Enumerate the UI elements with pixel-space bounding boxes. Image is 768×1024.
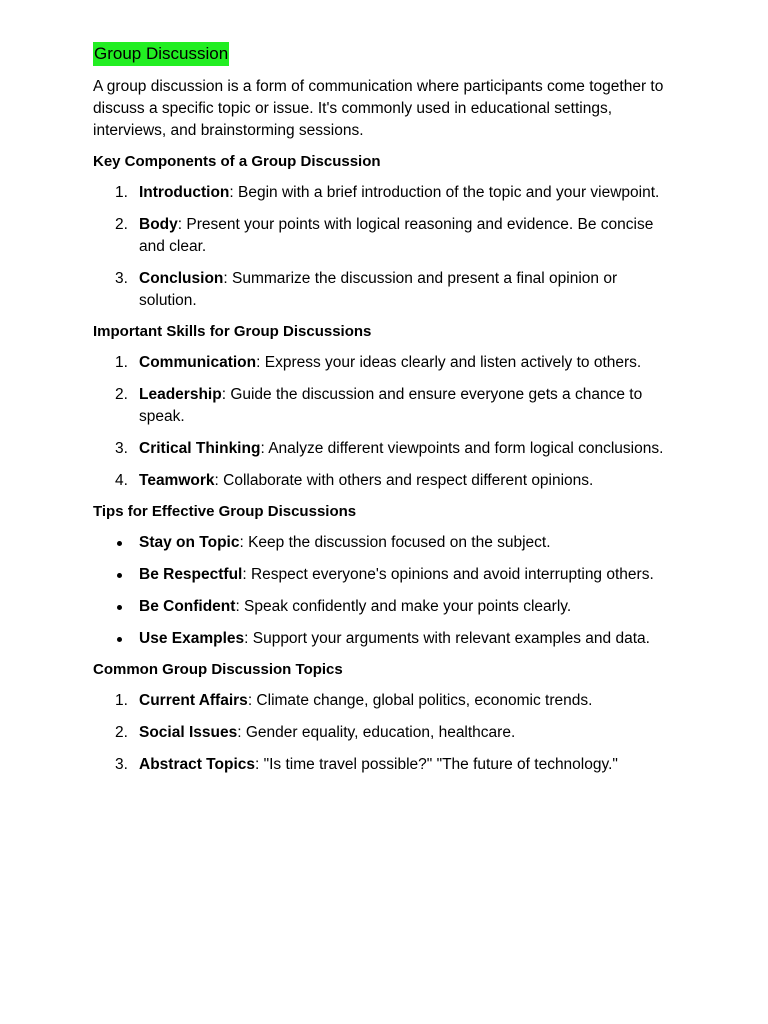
item-description: : Respect everyone's opinions and avoid interrupting others.	[242, 566, 654, 583]
list-item	[93, 754, 668, 776]
list-number: 2.	[115, 386, 128, 403]
list-item	[93, 596, 668, 618]
document-sections	[93, 152, 668, 776]
list-item	[93, 384, 668, 428]
section-heading: Common Group Discussion Topics	[93, 661, 343, 678]
item-term: Stay on Topic	[139, 534, 240, 551]
list-item	[93, 564, 668, 586]
section-heading: Important Skills for Group Discussions	[93, 323, 372, 340]
section-heading: Key Components of a Group Discussion	[93, 153, 381, 170]
list-number: 2.	[115, 216, 128, 233]
bullet-list	[93, 532, 668, 650]
item-description: : Guide the discussion and ensure everyone gets a chance to speak.	[139, 386, 643, 425]
list-number: 1.	[115, 354, 128, 371]
list-number: 3.	[115, 440, 128, 457]
list-number: 1.	[115, 692, 128, 709]
item-description: : Support your arguments with relevant examples and data.	[244, 630, 650, 647]
item-term: Teamwork	[139, 472, 215, 489]
list-number: 3.	[115, 756, 128, 773]
list-item	[93, 722, 668, 744]
item-description: : Analyze different viewpoints and form logical conclusions.	[260, 440, 664, 457]
item-term: Introduction	[139, 184, 230, 201]
bullet-icon	[117, 573, 122, 578]
intro-paragraph: A group discussion is a form of communication where participants come together to discuss a specific topic or issue. It's commonly used in educational settings, interviews, and brainstorming sessions.	[93, 78, 664, 139]
item-term: Be Confident	[139, 598, 236, 615]
item-description: : Summarize the discussion and present a final opinion or solution.	[139, 270, 618, 309]
item-term: Abstract Topics	[139, 756, 255, 773]
bullet-icon	[117, 605, 122, 610]
item-description: : Gender equality, education, healthcare.	[237, 724, 516, 741]
list-item	[93, 532, 668, 554]
list-number: 2.	[115, 724, 128, 741]
numbered-list	[93, 182, 668, 312]
item-term: Be Respectful	[139, 566, 243, 583]
item-term: Use Examples	[139, 630, 245, 647]
numbered-list	[93, 352, 668, 492]
list-item	[93, 628, 668, 650]
item-description: : Begin with a brief introduction of the topic and your viewpoint.	[229, 184, 660, 201]
list-item	[93, 352, 668, 374]
item-term: Current Affairs	[139, 692, 248, 709]
item-description: : Speak confidently and make your points clearly.	[235, 598, 572, 615]
item-term: Body	[139, 216, 178, 233]
item-term: Conclusion	[139, 270, 224, 287]
item-description: : Climate change, global politics, economic trends.	[247, 692, 593, 709]
list-item	[93, 268, 668, 312]
section-heading: Tips for Effective Group Discussions	[93, 503, 357, 520]
item-description: : Express your ideas clearly and listen actively to others.	[256, 354, 642, 371]
bullet-icon	[117, 541, 122, 546]
numbered-list	[93, 690, 668, 776]
list-item	[93, 470, 668, 492]
item-description: : Keep the discussion focused on the subject.	[239, 534, 551, 551]
item-description: : "Is time travel possible?" "The future of technology."	[255, 756, 618, 773]
list-item	[93, 214, 668, 258]
item-term: Social Issues	[139, 724, 238, 741]
item-term: Communication	[139, 354, 257, 371]
item-description: : Present your points with logical reasoning and evidence. Be concise and clear.	[139, 216, 654, 255]
document-title: Group Discussion	[93, 42, 229, 66]
list-item	[93, 690, 668, 712]
list-number: 1.	[115, 184, 128, 201]
item-description: : Collaborate with others and respect different opinions.	[214, 472, 594, 489]
bullet-icon	[117, 637, 122, 642]
list-number: 3.	[115, 270, 128, 287]
list-item	[93, 182, 668, 204]
list-item	[93, 438, 668, 460]
item-term: Leadership	[139, 386, 222, 403]
item-term: Critical Thinking	[139, 440, 261, 457]
list-number: 4.	[115, 472, 128, 489]
